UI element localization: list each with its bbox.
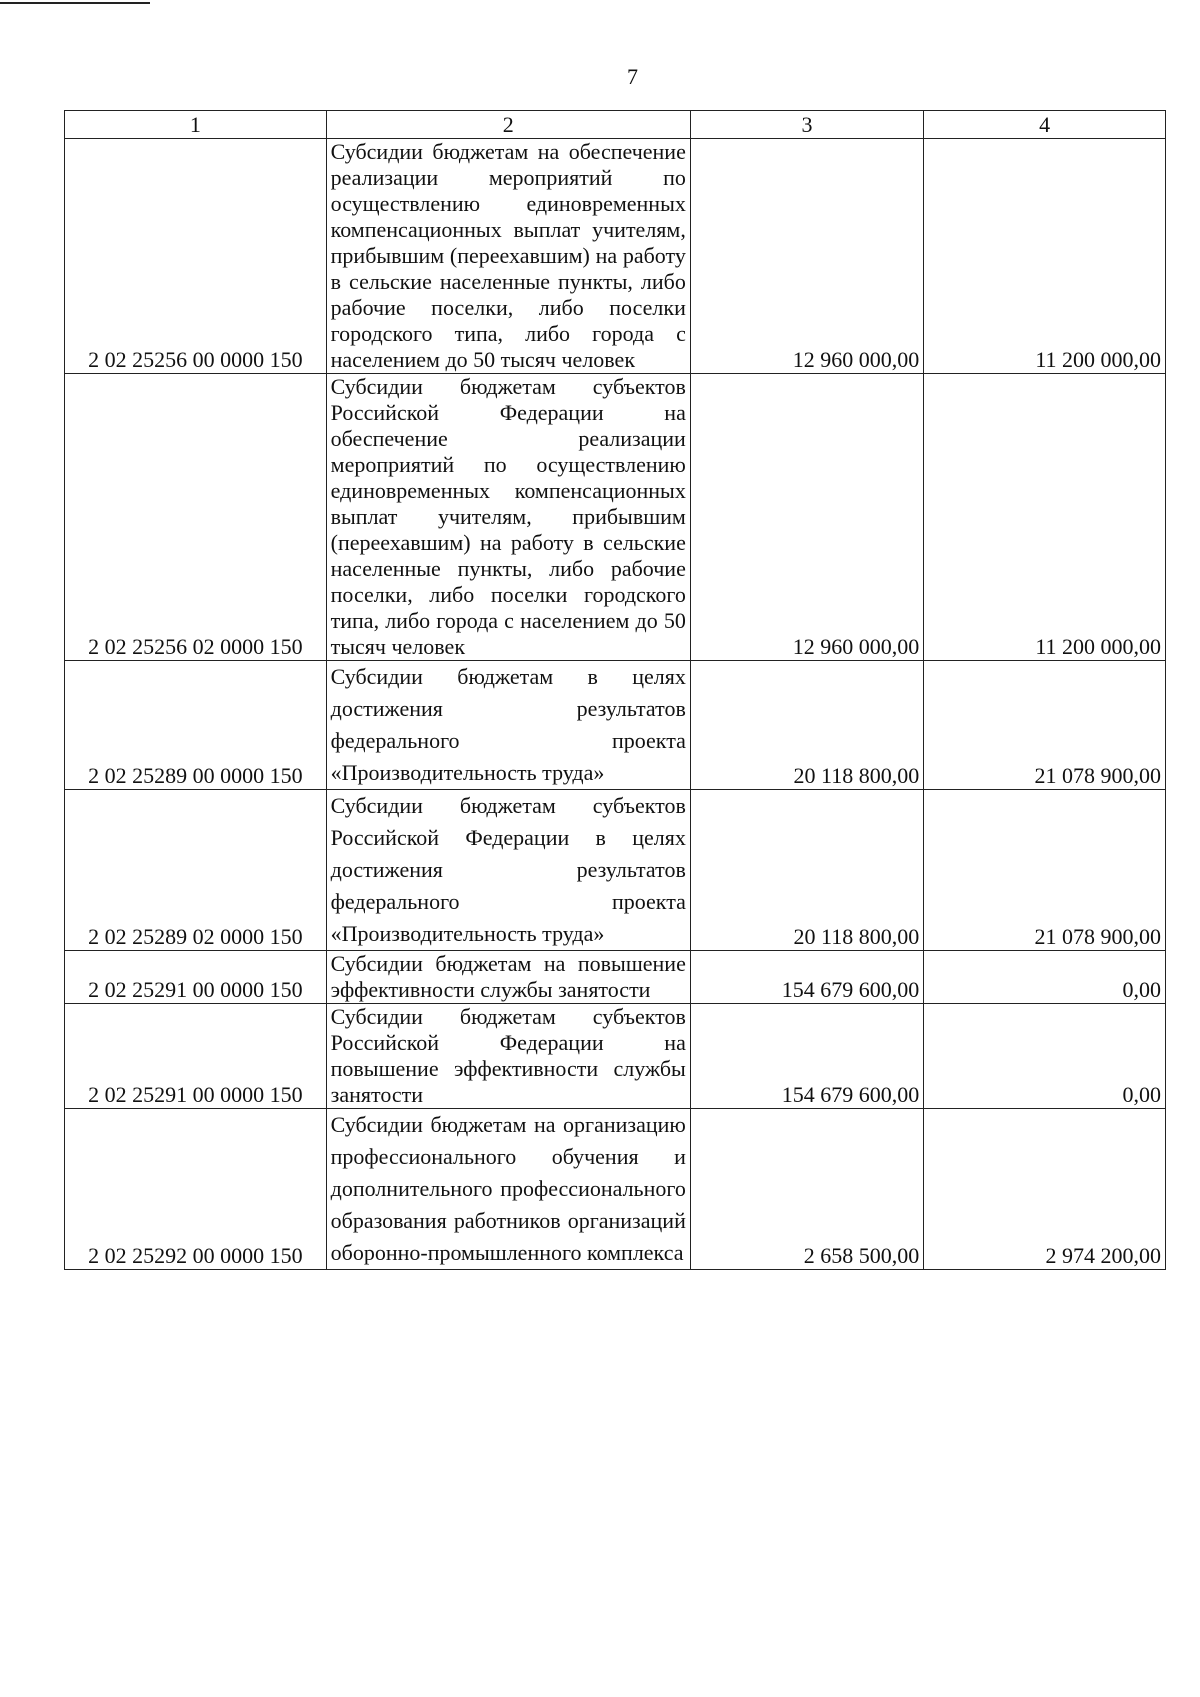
amount-col4: 0,00 [924,951,1166,1004]
amount-col3: 12 960 000,00 [690,374,923,661]
page-number: 7 [627,64,638,89]
budget-code: 2 02 25291 00 0000 150 [65,1004,327,1109]
column-header: 2 [326,111,690,139]
table-row [65,951,1166,1004]
amount-col3: 154 679 600,00 [690,1004,923,1109]
column-header: 4 [924,111,1166,139]
header-row [65,111,1166,139]
budget-code: 2 02 25292 00 0000 150 [65,1109,327,1270]
amount-col3: 2 658 500,00 [690,1109,923,1270]
corner-rule [0,2,150,4]
table-row [65,1109,1166,1270]
amount-col3: 154 679 600,00 [690,951,923,1004]
amount-col3: 12 960 000,00 [690,139,923,374]
amount-col4: 0,00 [924,1004,1166,1109]
row-description: Субсидии бюджетам на организацию профессионального обучения и дополнительного профессионального образования работников организаций оборонно-промышленного комплекса [326,1109,690,1270]
column-header: 1 [65,111,327,139]
row-description: Субсидии бюджетам в целях достижения результатов федерального проекта «Производительность труда» [326,661,690,790]
table-row [65,139,1166,374]
table-row [65,661,1166,790]
row-description: Субсидии бюджетам на повышение эффективности службы занятости [326,951,690,1004]
budget-code: 2 02 25256 00 0000 150 [65,139,327,374]
amount-col3: 20 118 800,00 [690,790,923,951]
amount-col4: 2 974 200,00 [924,1109,1166,1270]
budget-code: 2 02 25289 00 0000 150 [65,661,327,790]
row-description: Субсидии бюджетам субъектов Российской Федерации в целях достижения результатов федерального проекта «Производительность труда» [326,790,690,951]
amount-col4: 21 078 900,00 [924,661,1166,790]
column-header: 3 [690,111,923,139]
budget-code: 2 02 25289 02 0000 150 [65,790,327,951]
row-description: Субсидии бюджетам на обеспечение реализации мероприятий по осуществлению единовременных компенсационных выплат учителям, прибывшим (переехавшим) на работу в сельские населенные пункты, либо рабочие поселки, либо поселки городского типа, либо города с населением до 50 тысяч человек [326,139,690,374]
budget-code: 2 02 25291 00 0000 150 [65,951,327,1004]
table-row [65,1004,1166,1109]
amount-col3: 20 118 800,00 [690,661,923,790]
amount-col4: 11 200 000,00 [924,374,1166,661]
amount-col4: 21 078 900,00 [924,790,1166,951]
row-description: Субсидии бюджетам субъектов Российской Федерации на обеспечение реализации мероприятий по осуществлению единовременных компенсационных выплат учителям, прибывшим (переехавшим) на работу в сельские населенные пункты, либо рабочие поселки, либо поселки городского типа, либо города с населением до 50 тысяч человек [326,374,690,661]
table-row [65,790,1166,951]
amount-col4: 11 200 000,00 [924,139,1166,374]
budget-table [64,110,1166,1270]
budget-code: 2 02 25256 02 0000 150 [65,374,327,661]
table-row [65,374,1166,661]
row-description: Субсидии бюджетам субъектов Российской Федерации на повышение эффективности службы занятости [326,1004,690,1109]
